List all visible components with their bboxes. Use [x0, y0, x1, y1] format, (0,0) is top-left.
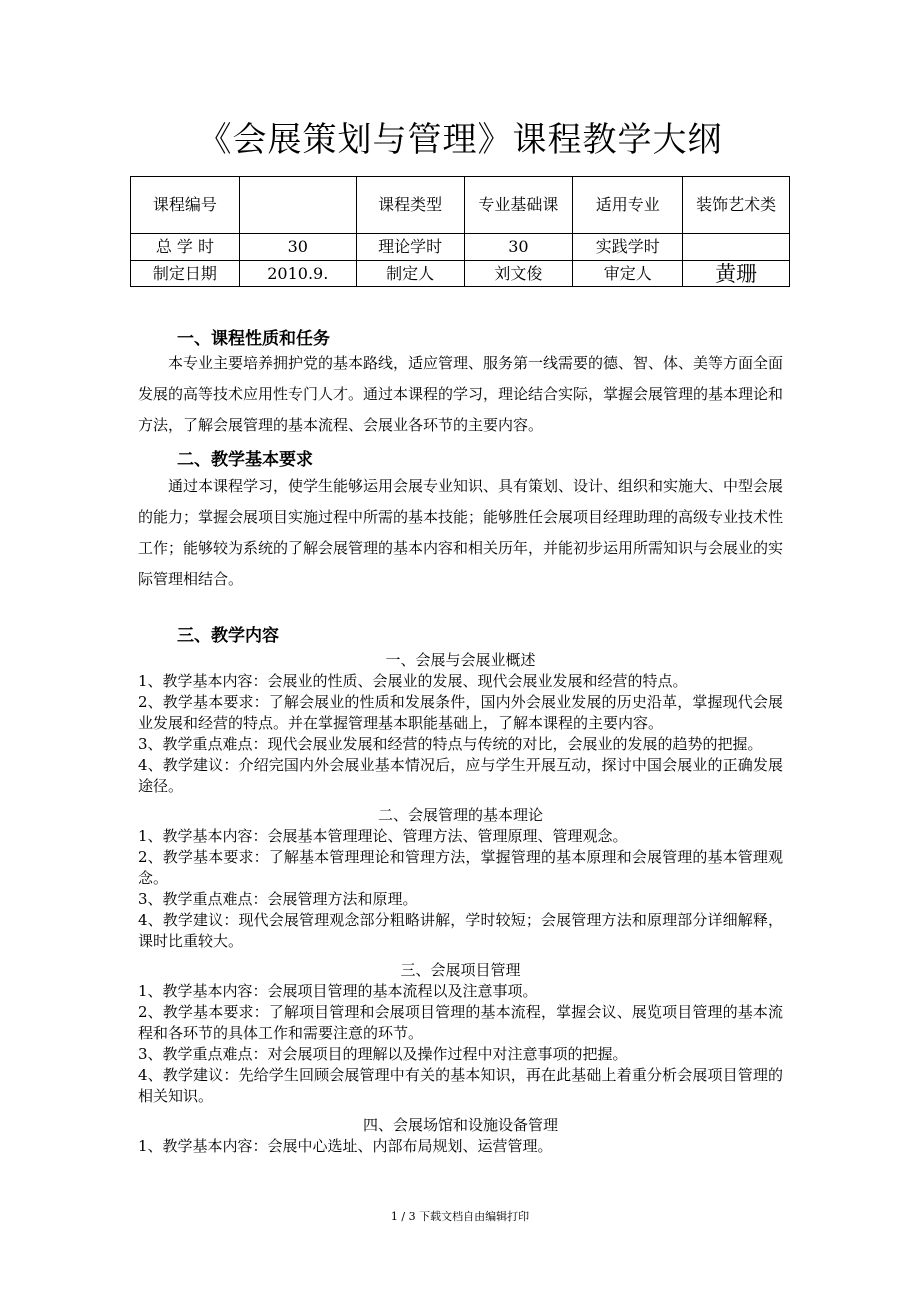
unit-item: 1、教学基本内容：会展基本管理理论、管理方法、管理原理、管理观念。 [138, 827, 628, 845]
section2-heading: 二、教学基本要求 [177, 450, 313, 470]
table-row [131, 177, 790, 234]
unit-item: 4、教学建议：介绍完国内外会展业基本情况后，应与学生开展互动，探讨中国会展业的正确发展途径。 [138, 756, 783, 795]
table-row [131, 234, 790, 261]
theory-hours-label: 理论学时 [356, 234, 464, 261]
total-hours-label: 总 学 时 [131, 234, 240, 261]
page-footer: 1 / 3 下载文档自由编辑打印 [390, 1210, 530, 1223]
section2-text: 通过本课程学习，使学生能够运用会展专业知识、具有策划、设计、组织和实施大、中型会展的能力；掌握会展项目实施过程中所需的基本技能；能够胜任会展项目经理助理的高级专业技术性工作；能够较为系统的了解会展管理的基本内容和相关历年，并能初步运用所需知识与会展业的实际管理相结合。 [138, 477, 784, 588]
unit-gap [138, 797, 783, 805]
major-label: 适用专业 [573, 177, 683, 234]
unit-title: 四、会展场馆和设施设备管理 [362, 1116, 558, 1134]
course-type-label: 课程类型 [356, 177, 464, 234]
unit-item: 2、教学基本要求：了解会展业的性质和发展条件，国内外会展业发展的历史沿革，掌握现代会展业发展和经营的特点。并在掌握管理基本职能基础上，了解本课程的主要内容。 [138, 693, 783, 732]
author-value: 刘文俊 [464, 261, 573, 287]
date-value: 2010.9. [239, 261, 356, 287]
major-value: 装饰艺术类 [683, 177, 790, 234]
section1-text: 本专业主要培养拥护党的基本路线，适应管理、服务第一线需要的德、智、体、美等方面全面发展的高等技术应用性专门人才。通过本课程的学习，理论结合实际，掌握会展管理的基本理论和方法，了解会展管理的基本流程、会展业各环节的主要内容。 [138, 354, 784, 434]
unit-gap [138, 952, 783, 960]
table-row [131, 261, 790, 287]
unit-gap [138, 1107, 783, 1115]
author-label: 制定人 [356, 261, 464, 287]
teaching-content [138, 650, 783, 1157]
unit-title: 二、会展管理的基本理论 [377, 806, 543, 824]
section1-heading: 一、课程性质和任务 [177, 329, 330, 349]
unit-item: 3、教学重点难点：现代会展业发展和经营的特点与传统的对比，会展业的发展的趋势的把握。 [138, 735, 763, 753]
unit-item: 3、教学重点难点：对会展项目的理解以及操作过程中对注意事项的把握。 [138, 1045, 628, 1063]
date-label: 制定日期 [131, 261, 240, 287]
practice-hours-label: 实践学时 [573, 234, 683, 261]
unit-title: 一、会展与会展业概述 [385, 651, 536, 669]
unit-item: 4、教学建议：现代会展管理观念部分粗略讲解，学时较短；会展管理方法和原理部分详细解释，课时比重较大。 [138, 911, 783, 950]
unit-item: 2、教学基本要求：了解基本管理理论和管理方法，掌握管理的基本原理和会展管理的基本管理观念。 [138, 848, 783, 887]
unit-item: 1、教学基本内容：会展项目管理的基本流程以及注意事项。 [138, 982, 538, 1000]
total-hours-value: 30 [239, 234, 356, 261]
course-no-label: 课程编号 [131, 177, 240, 234]
unit-title: 三、会展项目管理 [400, 961, 521, 979]
reviewer-value: 黄珊 [683, 261, 790, 287]
unit-item: 2、教学基本要求：了解项目管理和会展项目管理的基本流程，掌握会议、展览项目管理的基本流程和各环节的具体工作和需要注意的环节。 [138, 1003, 783, 1042]
course-no-value [239, 177, 356, 234]
course-info-table [130, 176, 790, 287]
reviewer-label: 审定人 [573, 261, 683, 287]
unit-item: 3、教学重点难点：会展管理方法和原理。 [138, 890, 418, 908]
unit-item: 1、教学基本内容：会展中心选址、内部布局规划、运营管理。 [138, 1137, 553, 1155]
unit-item: 1、教学基本内容：会展业的性质、会展业的发展、现代会展业发展和经营的特点。 [138, 672, 688, 690]
theory-hours-value: 30 [464, 234, 573, 261]
practice-hours-value [683, 234, 790, 261]
course-type-value: 专业基础课 [464, 177, 573, 234]
section3-heading: 三、教学内容 [177, 626, 279, 646]
unit-item: 4、教学建议：先给学生回顾会展管理中有关的基本知识，再在此基础上着重分析会展项目管理的相关知识。 [138, 1066, 783, 1105]
document-title: 《会展策划与管理》课程教学大纲 [197, 120, 723, 160]
